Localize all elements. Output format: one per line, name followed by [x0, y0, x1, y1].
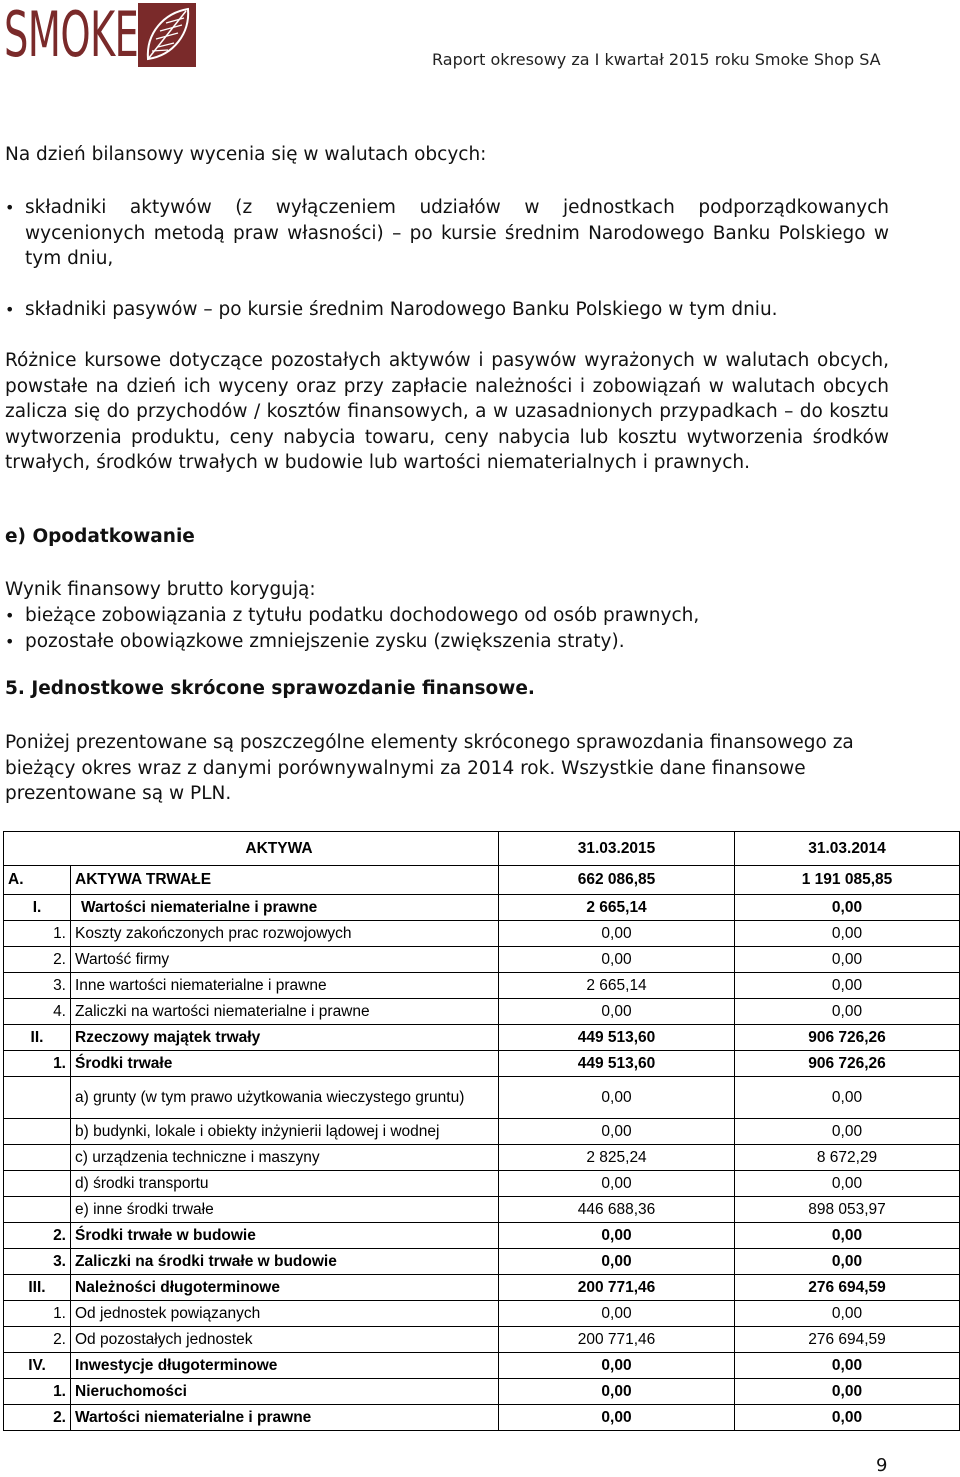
table-row — [4, 947, 960, 973]
cell-val2014: 898 053,97 — [735, 1197, 960, 1223]
cell-val2015: 449 513,60 — [499, 1051, 735, 1077]
cell-val2015: 0,00 — [499, 1119, 735, 1145]
cell-val2014: 0,00 — [735, 1405, 960, 1431]
cell-val2015: 0,00 — [499, 1379, 735, 1405]
cell-val2014: 276 694,59 — [735, 1327, 960, 1353]
cell-label — [4, 1119, 71, 1145]
cell-val2014: 0,00 — [735, 895, 960, 921]
table-row — [4, 1119, 960, 1145]
cell-val2015: 0,00 — [499, 921, 735, 947]
table-row — [4, 921, 960, 947]
cell-val2014: 906 726,26 — [735, 1025, 960, 1051]
cell-name: Nieruchomości — [71, 1379, 499, 1405]
cell-label: 1. — [4, 1051, 71, 1077]
cell-label: 2. — [4, 947, 71, 973]
cell-val2015: 446 688,36 — [499, 1197, 735, 1223]
bullet-icon: • — [5, 300, 15, 319]
cell-val2015: 0,00 — [499, 1405, 735, 1431]
cell-name: Wartości niematerialne i prawne — [71, 895, 499, 921]
table-row — [4, 973, 960, 999]
table-row — [4, 1379, 960, 1405]
section5-heading: 5. Jednostkowe skrócone sprawozdanie finansowe. — [5, 678, 535, 699]
list-item — [5, 603, 889, 629]
cell-name: Od pozostałych jednostek — [71, 1327, 499, 1353]
cell-val2015: 2 665,14 — [499, 895, 735, 921]
leaf-logo-icon — [138, 3, 196, 67]
cell-val2015: 200 771,46 — [499, 1275, 735, 1301]
table-row — [4, 1077, 960, 1119]
cell-val2014: 1 191 085,85 — [735, 866, 960, 895]
list-item-text: składniki pasywów – po kursie średnim Narodowego Banku Polskiego w tym dniu. — [25, 299, 778, 320]
table-row — [4, 1051, 960, 1077]
cell-name: d) środki transportu — [71, 1171, 499, 1197]
cell-label: IV. — [4, 1353, 71, 1379]
cell-name: e) inne środki trwałe — [71, 1197, 499, 1223]
cell-val2014: 0,00 — [735, 1301, 960, 1327]
cell-val2015: 0,00 — [499, 1223, 735, 1249]
cell-label: 2. — [4, 1223, 71, 1249]
list-item-text: bieżące zobowiązania z tytułu podatku dochodowego od osób prawnych, — [25, 605, 700, 626]
table-row — [4, 999, 960, 1025]
cell-val2014: 0,00 — [735, 1223, 960, 1249]
cell-val2015: 200 771,46 — [499, 1327, 735, 1353]
cell-val2015: 0,00 — [499, 1077, 735, 1119]
cell-name: Środki trwałe w budowie — [71, 1223, 499, 1249]
cell-val2015: 0,00 — [499, 1353, 735, 1379]
table-row — [4, 1197, 960, 1223]
bullet-icon: • — [5, 632, 15, 651]
cell-label: 1. — [4, 921, 71, 947]
fx-paragraph: Różnice kursowe dotyczące pozostałych aktywów i pasywów wyrażonych w walutach obcych, powstałe na dzień ich wyceny oraz przy zapłacie należności i zobowiązań w walutach obcych zalicza się do przychodów / kosztów finansowych, a w uzasadnionych przypadkach – do kosztu wytworzenia produktu, ceny nabycia towaru, ceny nabycia lub kosztu wytworzenia środków trwałych, środków trwałych w budowie lub wartości niematerialnych i prawnych. — [5, 350, 889, 474]
cell-val2014: 276 694,59 — [735, 1275, 960, 1301]
section5-text: Poniżej prezentowane są poszczególne elementy skróconego sprawozdania finansowego za bieżący okres wraz z danymi porównywalnymi za 2014 rok. Wszystkie dane finansowe prezentowane są w PLN. — [5, 732, 854, 805]
cell-val2014: 0,00 — [735, 973, 960, 999]
cell-val2014: 0,00 — [735, 947, 960, 973]
cell-val2014: 8 672,29 — [735, 1145, 960, 1171]
table-row — [4, 1223, 960, 1249]
cell-label: III. — [4, 1275, 71, 1301]
cell-val2014: 0,00 — [735, 1353, 960, 1379]
table-row — [4, 1249, 960, 1275]
table-row — [4, 1301, 960, 1327]
cell-name: Wartości niematerialne i prawne — [71, 1405, 499, 1431]
cell-name: b) budynki, lokale i obiekty inżynierii lądowej i wodnej — [71, 1119, 499, 1145]
cell-val2014: 0,00 — [735, 1119, 960, 1145]
table-row — [4, 1171, 960, 1197]
table-row — [4, 1353, 960, 1379]
cell-label: 4. — [4, 999, 71, 1025]
cell-label — [4, 1077, 71, 1119]
table-header-row — [4, 832, 960, 866]
tax-heading: e) Opodatkowanie — [5, 526, 195, 547]
list-item-text: składniki aktywów (z wyłączeniem udziałów w jednostkach podporządkowanych wycenionych metodą praw własności) – po kursie średnim Narodowego Banku Polskiego w tym dniu, — [25, 197, 889, 270]
cell-val2015: 2 665,14 — [499, 973, 735, 999]
cell-name: Wartość firmy — [71, 947, 499, 973]
cell-name: Należności długoterminowe — [71, 1275, 499, 1301]
cell-val2014: 0,00 — [735, 1249, 960, 1275]
cell-val2015: 2 825,24 — [499, 1145, 735, 1171]
table-row — [4, 1275, 960, 1301]
cell-val2015: 0,00 — [499, 1249, 735, 1275]
table-row — [4, 1145, 960, 1171]
table-row — [4, 895, 960, 921]
bullet-icon: • — [5, 198, 15, 217]
cell-val2014: 0,00 — [735, 1077, 960, 1119]
list-item — [5, 297, 889, 323]
cell-val2015: 0,00 — [499, 1301, 735, 1327]
table-row — [4, 1025, 960, 1051]
header-date-2014: 31.03.2014 — [735, 832, 960, 866]
table-row — [4, 866, 960, 895]
list-item-text: pozostałe obowiązkowe zmniejszenie zysku (zwiększenia straty). — [25, 631, 625, 652]
cell-label: I. — [4, 895, 71, 921]
cell-name: c) urządzenia techniczne i maszyny — [71, 1145, 499, 1171]
header-date-2015: 31.03.2015 — [499, 832, 735, 866]
header-aktywa: AKTYWA — [4, 832, 499, 866]
cell-val2015: 662 086,85 — [499, 866, 735, 895]
cell-name: Rzeczowy majątek trwały — [71, 1025, 499, 1051]
cell-name: Inwestycje długoterminowe — [71, 1353, 499, 1379]
bullet-icon: • — [5, 606, 15, 625]
cell-val2014: 0,00 — [735, 999, 960, 1025]
cell-label: II. — [4, 1025, 71, 1051]
report-title: Raport okresowy za I kwartał 2015 roku Smoke Shop SA — [432, 50, 881, 69]
cell-val2015: 0,00 — [499, 999, 735, 1025]
cell-label: 1. — [4, 1379, 71, 1405]
table-row — [4, 1405, 960, 1431]
cell-val2014: 0,00 — [735, 1379, 960, 1405]
cell-label — [4, 1171, 71, 1197]
cell-label — [4, 1145, 71, 1171]
cell-name: Środki trwałe — [71, 1051, 499, 1077]
cell-label: 2. — [4, 1405, 71, 1431]
cell-name: Koszty zakończonych prac rozwojowych — [71, 921, 499, 947]
assets-table — [3, 831, 960, 1431]
cell-name: Inne wartości niematerialne i prawne — [71, 973, 499, 999]
logo-text: SMOKE — [4, 0, 139, 71]
cell-val2014: 906 726,26 — [735, 1051, 960, 1077]
intro-text: Na dzień bilansowy wycenia się w walutach obcych: — [5, 144, 487, 165]
cell-name: a) grunty (w tym prawo użytkowania wieczystego gruntu) — [71, 1077, 499, 1119]
cell-label — [4, 1197, 71, 1223]
cell-label: 3. — [4, 1249, 71, 1275]
cell-label: 1. — [4, 1301, 71, 1327]
cell-val2015: 449 513,60 — [499, 1025, 735, 1051]
tax-intro: Wynik finansowy brutto korygują: — [5, 579, 316, 600]
cell-label: A. — [4, 866, 71, 895]
cell-label: 2. — [4, 1327, 71, 1353]
cell-val2014: 0,00 — [735, 921, 960, 947]
page-number: 9 — [876, 1455, 888, 1476]
cell-name: Od jednostek powiązanych — [71, 1301, 499, 1327]
list-item — [5, 629, 889, 655]
cell-label: 3. — [4, 973, 71, 999]
list-item — [5, 195, 889, 272]
cell-name: Zaliczki na środki trwałe w budowie — [71, 1249, 499, 1275]
cell-val2015: 0,00 — [499, 947, 735, 973]
table-row — [4, 1327, 960, 1353]
cell-name: AKTYWA TRWAŁE — [71, 866, 499, 895]
cell-name: Zaliczki na wartości niematerialne i prawne — [71, 999, 499, 1025]
cell-val2014: 0,00 — [735, 1171, 960, 1197]
cell-val2015: 0,00 — [499, 1171, 735, 1197]
